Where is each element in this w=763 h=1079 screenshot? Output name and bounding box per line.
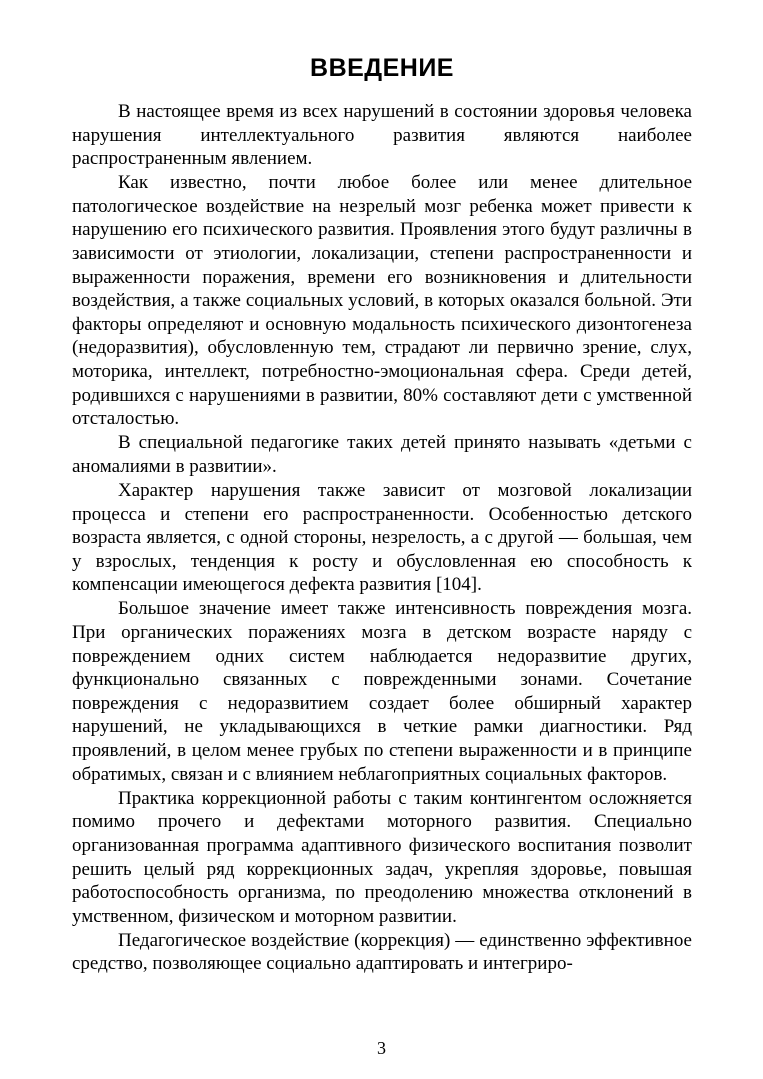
paragraph-3: В специальной педагогике таких детей принято называть «детьми с аномалиями в развитии».: [72, 432, 692, 477]
paragraph-6: Практика коррекционной работы с таким контингентом осложняется помимо прочего и дефектами моторного развития. Специально организованная программа адаптивного физического воспитания позволит решить целый ряд коррекционных задач, укрепляя здоровье, повышая работоспособность организма, по преодолению множества отклонений в умственном, физическом и моторном развитии.: [72, 787, 692, 927]
document-page: [72, 50, 692, 976]
paragraph-1: В настоящее время из всех нарушений в состоянии здоровья человека нарушения интеллектуального развития являются наиболее распространенным явлением.: [72, 101, 692, 170]
paragraph-2: Как известно, почти любое более или менее длительное патологическое воздействие на незрелый мозг ребенка может привести к нарушению его психического развития. Проявления этого будут различны в зависимости от этиологии, локализации, степени распространенности и выраженности поражения, времени его возникновения и длительности воздействия, а также социальных условий, в которых оказался больной. Эти факторы определяют и основную модальность психического дизонтогенеза (недоразвития), обусловленную тем, страдают ли первично зрение, слух, моторика, интеллект, потребностно-эмоциональная сфера. Среди детей, родившихся с нарушениями в развитии, 80% составляют дети с умственной отсталостью.: [72, 172, 692, 430]
page-number: 3: [377, 1038, 386, 1058]
paragraph-4: Характер нарушения также зависит от мозговой локализации процесса и степени его распространенности. Особенностью детского возраста является, с одной стороны, незрелость, а с другой — большая, чем у взрослых, тенденция к росту и обусловленная ею способность к компенсации имеющегося дефекта развития [104].: [72, 480, 692, 596]
paragraph-5: Большое значение имеет также интенсивность повреждения мозга. При органических поражениях мозга в детском возрасте наряду с повреждением одних систем наблюдается недоразвитие других, функционально связанных с поврежденными зонами. Сочетание повреждения с недоразвитием создает более обширный характер нарушений, не укладывающихся в четкие рамки диагностики. Ряд проявлений, в целом менее грубых по степени выраженности и в принципе обратимых, связан и с влиянием неблагоприятных социальных факторов.: [72, 598, 692, 785]
page-title: ВВЕДЕНИЕ: [310, 54, 454, 82]
paragraph-7: Педагогическое воздействие (коррекция) — единственно эффективное средство, позволяющее социально адаптировать и интегриро-: [72, 929, 692, 975]
